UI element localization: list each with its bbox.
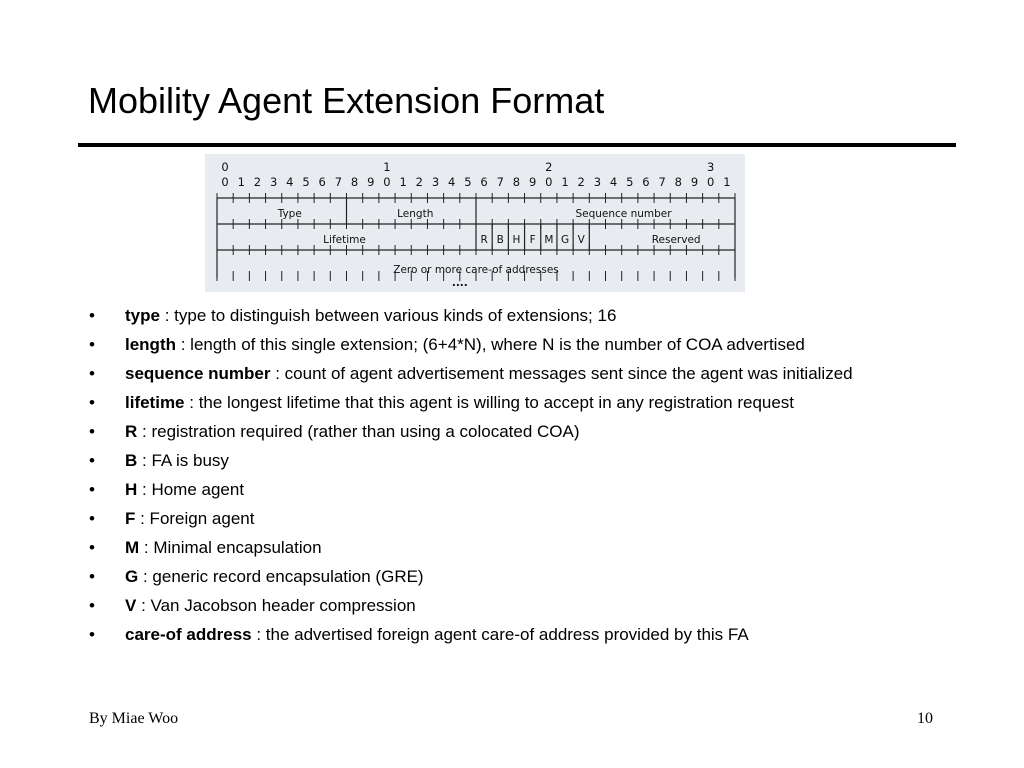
continuation-ellipsis: .... bbox=[451, 277, 468, 289]
field-type-label: Type bbox=[277, 208, 302, 220]
bit-tens-label: 2 bbox=[545, 160, 553, 174]
bullet-icon: • bbox=[89, 625, 95, 644]
bit-tens-label: 0 bbox=[221, 160, 229, 174]
bit-index-label: 2 bbox=[253, 175, 262, 189]
bit-index-label: 7 bbox=[334, 175, 343, 189]
flag-G-label: G bbox=[560, 234, 570, 246]
packet-format-svg bbox=[205, 154, 745, 292]
bit-index-label: 4 bbox=[609, 175, 618, 189]
list-item: • G : generic record encapsulation (GRE) bbox=[89, 567, 424, 586]
bit-index-label: 0 bbox=[545, 175, 553, 189]
bullet-icon: • bbox=[89, 393, 95, 412]
list-item: • length : length of this single extension; (6+4*N), where N is the number of COA advertised bbox=[89, 335, 805, 354]
bit-index-label: 0 bbox=[221, 175, 229, 189]
bit-index-label: 2 bbox=[577, 175, 585, 189]
bit-index-label: 1 bbox=[723, 175, 731, 189]
flag-R-label: R bbox=[480, 234, 488, 246]
bullet-icon: • bbox=[89, 451, 95, 470]
bit-index-label: 3 bbox=[593, 175, 602, 189]
footer-author: By Miae Woo bbox=[89, 710, 179, 727]
flag-H-label: H bbox=[512, 234, 521, 246]
bit-index-label: 1 bbox=[237, 175, 245, 189]
packet-format-diagram bbox=[205, 154, 745, 292]
flag-V-label: V bbox=[577, 234, 585, 246]
bit-index-label: 4 bbox=[286, 175, 294, 189]
list-item: • V : Van Jacobson header compression bbox=[89, 596, 416, 615]
list-item: • type : type to distinguish between various kinds of extensions; 16 bbox=[89, 306, 617, 325]
page-number: 10 bbox=[917, 710, 933, 727]
bullet-icon: • bbox=[89, 596, 95, 615]
bit-tens-label: 3 bbox=[707, 160, 715, 174]
flag-F-label: F bbox=[529, 234, 536, 246]
list-item: • care-of address : the advertised foreign agent care-of address provided by this FA bbox=[89, 625, 749, 644]
bit-index-label: 4 bbox=[448, 175, 456, 189]
bullet-icon: • bbox=[89, 567, 95, 586]
bit-index-label: 1 bbox=[561, 175, 569, 189]
field-coa-label: Zero or more care-of addresses bbox=[393, 264, 559, 276]
flag-B-label: B bbox=[496, 234, 504, 246]
bit-index-label: 6 bbox=[318, 175, 326, 189]
list-item: • B : FA is busy bbox=[89, 451, 229, 470]
bit-index-label: 9 bbox=[367, 175, 375, 189]
bit-index-label: 5 bbox=[302, 175, 310, 189]
flag-M-label: M bbox=[544, 234, 554, 246]
bullet-icon: • bbox=[89, 538, 95, 557]
bit-index-label: 8 bbox=[350, 175, 359, 189]
bit-index-label: 5 bbox=[464, 175, 472, 189]
bullet-icon: • bbox=[89, 364, 95, 383]
field-description-list bbox=[89, 305, 939, 653]
bullet-icon: • bbox=[89, 422, 95, 441]
bit-index-label: 2 bbox=[415, 175, 424, 189]
bullet-icon: • bbox=[89, 480, 95, 499]
field-length-label: Length bbox=[397, 208, 434, 220]
bit-index-label: 9 bbox=[528, 175, 537, 189]
bit-index-label: 6 bbox=[642, 175, 650, 189]
bit-index-label: 8 bbox=[512, 175, 521, 189]
bit-index-label: 8 bbox=[674, 175, 683, 189]
bit-index-label: 7 bbox=[658, 175, 666, 189]
list-item: • sequence number : count of agent advertisement messages sent since the agent was initialized bbox=[89, 364, 853, 383]
bit-index-label: 3 bbox=[431, 175, 440, 189]
slide-title: Mobility Agent Extension Format bbox=[88, 80, 605, 121]
field-sequence-label: Sequence number bbox=[575, 208, 672, 220]
title-divider bbox=[78, 143, 956, 147]
bullet-icon: • bbox=[89, 335, 95, 354]
list-item: • H : Home agent bbox=[89, 480, 245, 499]
bit-tens-label: 1 bbox=[383, 160, 391, 174]
bullet-icon: • bbox=[89, 509, 95, 528]
field-lifetime-label: Lifetime bbox=[323, 234, 366, 246]
bit-index-label: 0 bbox=[707, 175, 715, 189]
bit-index-label: 7 bbox=[496, 175, 504, 189]
bit-index-label: 3 bbox=[269, 175, 278, 189]
field-reserved-label: Reserved bbox=[651, 234, 701, 246]
list-item: • F : Foreign agent bbox=[89, 509, 255, 528]
list-item: • lifetime : the longest lifetime that this agent is willing to accept in any registration request bbox=[89, 393, 795, 412]
bullet-icon: • bbox=[89, 306, 95, 325]
bit-index-label: 6 bbox=[480, 175, 488, 189]
bit-index-label: 5 bbox=[626, 175, 634, 189]
list-item: • M : Minimal encapsulation bbox=[89, 538, 322, 557]
list-item: • R : registration required (rather than using a colocated COA) bbox=[89, 422, 580, 441]
bit-index-label: 1 bbox=[399, 175, 407, 189]
bit-index-label: 0 bbox=[383, 175, 391, 189]
bit-index-label: 9 bbox=[690, 175, 699, 189]
